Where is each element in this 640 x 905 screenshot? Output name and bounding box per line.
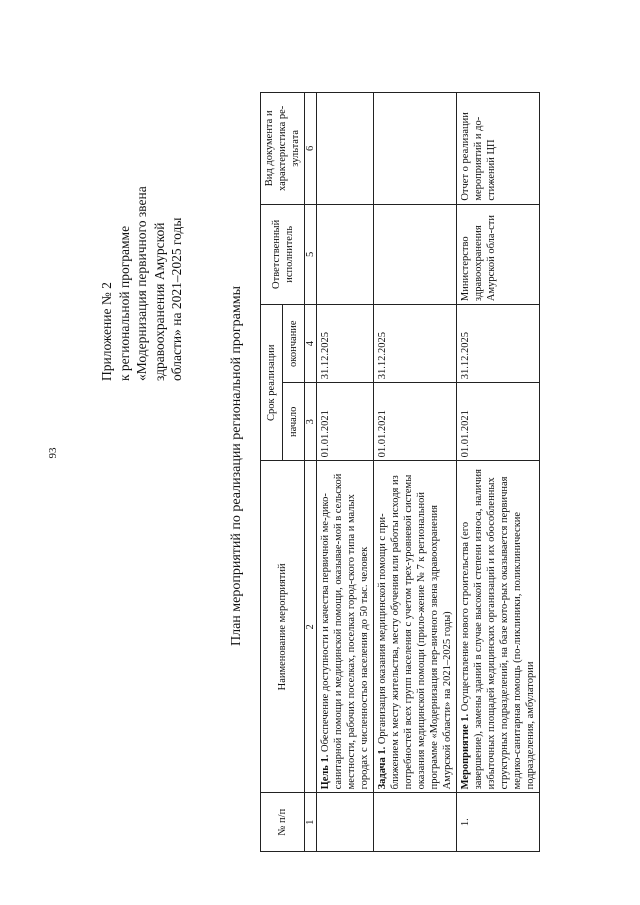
- row-name: [317, 461, 374, 793]
- row-label: Цель 1.: [320, 754, 331, 790]
- header-start: начало: [283, 383, 305, 461]
- header-result: Вид документа и характеристика ре-зультата: [261, 93, 305, 205]
- appendix-header: [98, 91, 198, 381]
- table-row: [457, 93, 540, 852]
- row-start: 01.01.2021: [374, 383, 457, 461]
- appendix-line: здравоохранения Амурской: [151, 222, 167, 381]
- page-number: 93: [47, 447, 59, 459]
- row-text: Организация оказания медицинской помощи с при-ближением к месту жительства, месту обучения или работы исходя из потребностей всех групп населения с учетом трех-уровневой системы оказания медицинской помощи (прило-жение № 7 к региональной программе «Модернизация пер-вичного звена здравоохранения Амурской области» на 2021–2025 годы): [377, 474, 453, 790]
- column-number: 3: [305, 383, 317, 461]
- row-start: 01.01.2021: [457, 383, 540, 461]
- appendix-line: области» на 2021–2025 годы: [169, 217, 184, 381]
- table-row: [317, 93, 374, 852]
- row-end: 31.12.2025: [374, 305, 457, 383]
- column-number: 1: [305, 793, 317, 852]
- header-num: № п/п: [261, 793, 305, 852]
- row-label: Задача 1.: [377, 746, 388, 790]
- column-number: 4: [305, 305, 317, 383]
- appendix-line: к региональной программе: [116, 225, 132, 381]
- row-text: Обеспечение доступности и качества первичной ме-дико-санитарной помощи и медицинской помощи, оказывае-мой в сельской местности, рабочих поселках, поселках город-ского типа и малых городах с численностью населения до 50 тыс. человек: [320, 473, 370, 790]
- row-result: Отчет о реализации мероприятий и до-стижений ЦП: [457, 93, 540, 205]
- row-executor: [317, 204, 374, 304]
- column-number: 6: [305, 93, 317, 205]
- row-end: 31.12.2025: [457, 305, 540, 383]
- row-result: [317, 93, 374, 205]
- appendix-line: «Модернизация первичного звена: [134, 186, 149, 381]
- header-executor: Ответственный исполнитель: [261, 204, 305, 304]
- appendix-line: Приложение № 2: [99, 282, 114, 381]
- table-row: [374, 93, 457, 852]
- header-end: окончание: [283, 305, 305, 383]
- header-name: Наименование мероприятий: [261, 461, 305, 793]
- plan-title: План мероприятий по реализации региональной программы: [229, 285, 244, 647]
- plan-table: [260, 92, 540, 852]
- row-start: 01.01.2021: [317, 383, 374, 461]
- column-number: 2: [305, 461, 317, 793]
- plan-table-container: [260, 92, 600, 852]
- row-executor: Министерство здравоохранения Амурской обла-сти: [457, 204, 540, 304]
- column-number: 5: [305, 204, 317, 304]
- row-name: [457, 461, 540, 793]
- row-executor: [374, 204, 457, 304]
- row-end: 31.12.2025: [317, 305, 374, 383]
- row-num: [374, 793, 457, 852]
- row-num: 1.: [457, 793, 540, 852]
- column-numbers-row: [305, 93, 317, 852]
- row-label: Мероприятие 1.: [460, 713, 471, 790]
- row-text: Осуществление нового строительства (его завершение), замены зданий в случае высокой степени износа, наличия избыточных площадей медицинских организаций и их обособленных структурных подразделений, на базе кото-рых оказывается первичная медико-санитарная помощь (по-ликлиники, поликлинические подразделения, амбулатории: [460, 468, 536, 790]
- row-num: [317, 793, 374, 852]
- row-name: [374, 461, 457, 793]
- header-period: Срок реализации: [261, 305, 283, 461]
- row-result: [374, 93, 457, 205]
